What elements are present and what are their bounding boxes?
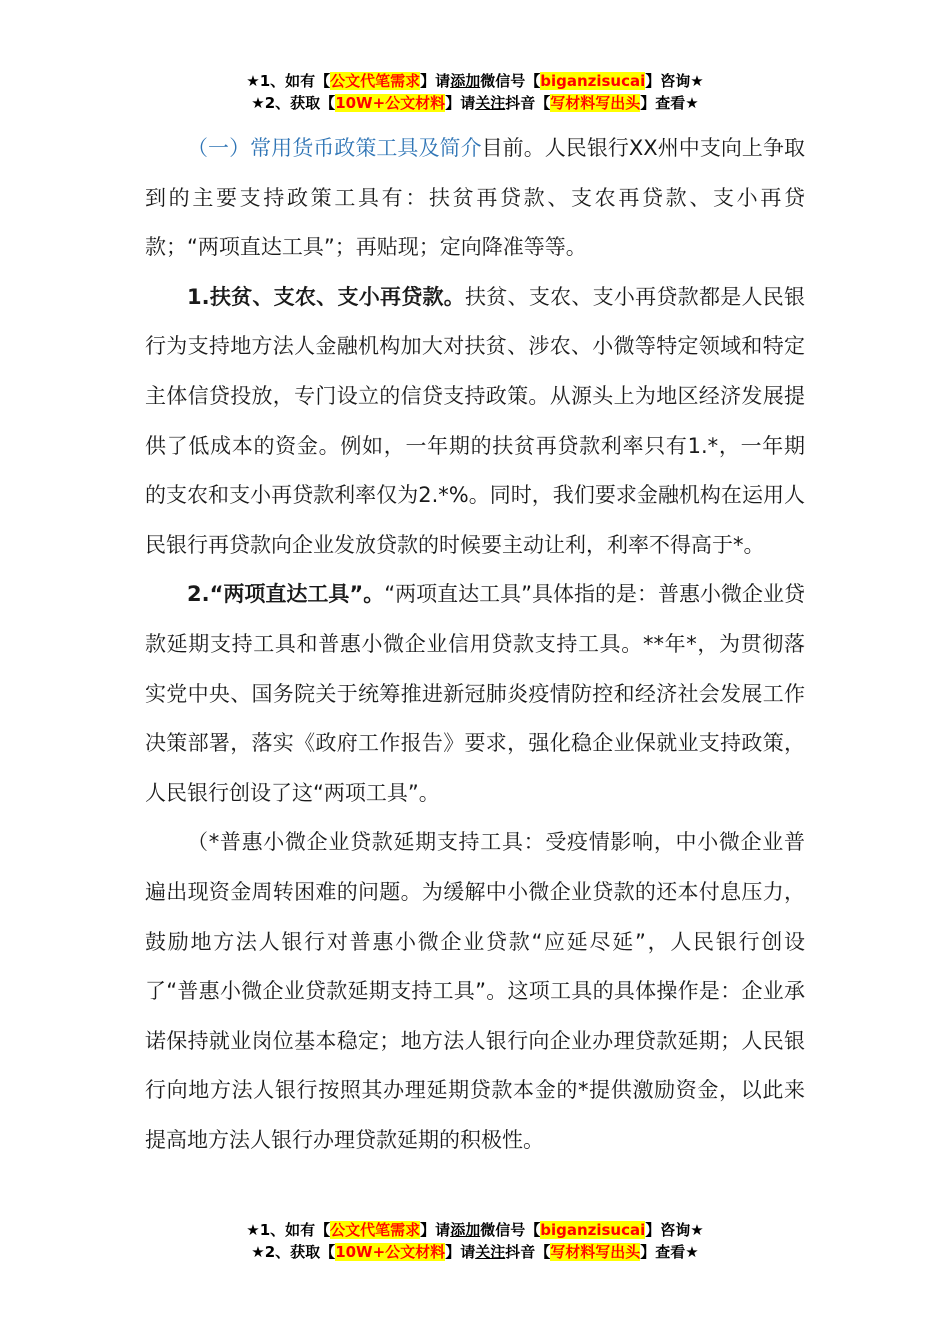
paragraph-2 xyxy=(145,273,805,571)
banner-highlight: 公文代笔需求 xyxy=(330,1221,421,1239)
banner-line-2 xyxy=(0,92,950,114)
banner-text: ★1、如有【 xyxy=(246,1221,331,1239)
footer-banner xyxy=(0,1219,950,1263)
header-banner xyxy=(0,70,950,114)
banner-text: 】咨询★ xyxy=(645,1221,704,1239)
banner-text: 】查看★ xyxy=(640,94,699,112)
banner-text: 】请 xyxy=(420,1221,451,1239)
paragraph-text: （*普惠小微企业贷款延期支持工具：受疫情影响，中小微企业普遍出现资金周转困难的问题。为缓解中小微企业贷款的还本付息压力，鼓励地方法人银行对普惠小微企业贷款“应延尽延”，人民银行创设了“普惠小微企业贷款延期支持工具”。这项工具的具体操作是：企业承诺保持就业岗位基本稳定；地方法人银行向企业办理贷款延期；人民银行向地方法人银行按照其办理延期贷款本金的*提供激励资金，以此来提高地方法人银行办理贷款延期的积极性。 xyxy=(145,830,805,1152)
paragraph-1 xyxy=(145,124,805,273)
banner-text: 抖音【 xyxy=(505,94,551,112)
paragraph-text: “两项直达工具”具体指的是：普惠小微企业贷款延期支持工具和普惠小微企业信用贷款支持工具。**年*，为贯彻落实党中央、国务院关于统筹推进新冠肺炎疫情防控和经济社会发展工作决策部署，落实《政府工作报告》要求，强化稳企业保就业支持政策，人民银行创设了这“两项工具”。 xyxy=(145,582,805,805)
paragraph-3 xyxy=(145,570,805,818)
banner-line-1 xyxy=(0,70,950,92)
paragraph-4 xyxy=(145,818,805,1165)
banner-underline: 关注 xyxy=(475,1243,506,1261)
banner-text: ★2、获取【 xyxy=(251,1243,336,1261)
banner-text: 】请 xyxy=(445,94,476,112)
banner-text: 】请 xyxy=(420,72,451,90)
banner-underline: 添加 xyxy=(450,72,481,90)
banner-text: 】咨询★ xyxy=(645,72,704,90)
section-heading: （一）常用货币政策工具及简介 xyxy=(187,136,482,160)
banner-underline: 添加 xyxy=(450,1221,481,1239)
banner-highlight: 10W+公文材料 xyxy=(335,94,446,112)
banner-line-2 xyxy=(0,1241,950,1263)
banner-text: 】查看★ xyxy=(640,1243,699,1261)
document-body xyxy=(145,124,805,1165)
banner-text: 抖音【 xyxy=(505,1243,551,1261)
subsection-heading: 2.“两项直达工具”。 xyxy=(187,582,385,607)
banner-douyin-name: 写材料写出头 xyxy=(550,94,641,112)
banner-text: 】请 xyxy=(445,1243,476,1261)
banner-underline: 关注 xyxy=(475,94,506,112)
paragraph-text: 目前。人民银行XX州中支向上争取到的主要支持政策工具有：扶贫再贷款、支农再贷款、支小再贷款；“两项直达工具”；再贴现；定向降准等等。 xyxy=(145,136,805,260)
banner-text: ★2、获取【 xyxy=(251,94,336,112)
banner-highlight: 公文代笔需求 xyxy=(330,72,421,90)
banner-text: ★1、如有【 xyxy=(246,72,331,90)
paragraph-text: 扶贫、支农、支小再贷款都是人民银行为支持地方法人金融机构加大对扶贫、涉农、小微等特定领域和特定主体信贷投放，专门设立的信贷支持政策。从源头上为地区经济发展提供了低成本的资金。例如，一年期的扶贫再贷款利率只有1.*，一年期的支农和支小再贷款利率仅为2.*%。同时，我们要求金融机构在运用人民银行再贷款向企业发放贷款的时候要主动让利，利率不得高于*。 xyxy=(145,284,805,557)
banner-wechat-id: biganzisucai xyxy=(540,72,646,90)
banner-wechat-id: biganzisucai xyxy=(540,1221,646,1239)
subsection-heading: 1.扶贫、支农、支小再贷款。 xyxy=(187,284,466,309)
banner-line-1 xyxy=(0,1219,950,1241)
banner-text: 微信号【 xyxy=(480,1221,541,1239)
banner-highlight: 10W+公文材料 xyxy=(335,1243,446,1261)
banner-douyin-name: 写材料写出头 xyxy=(550,1243,641,1261)
banner-text: 微信号【 xyxy=(480,72,541,90)
